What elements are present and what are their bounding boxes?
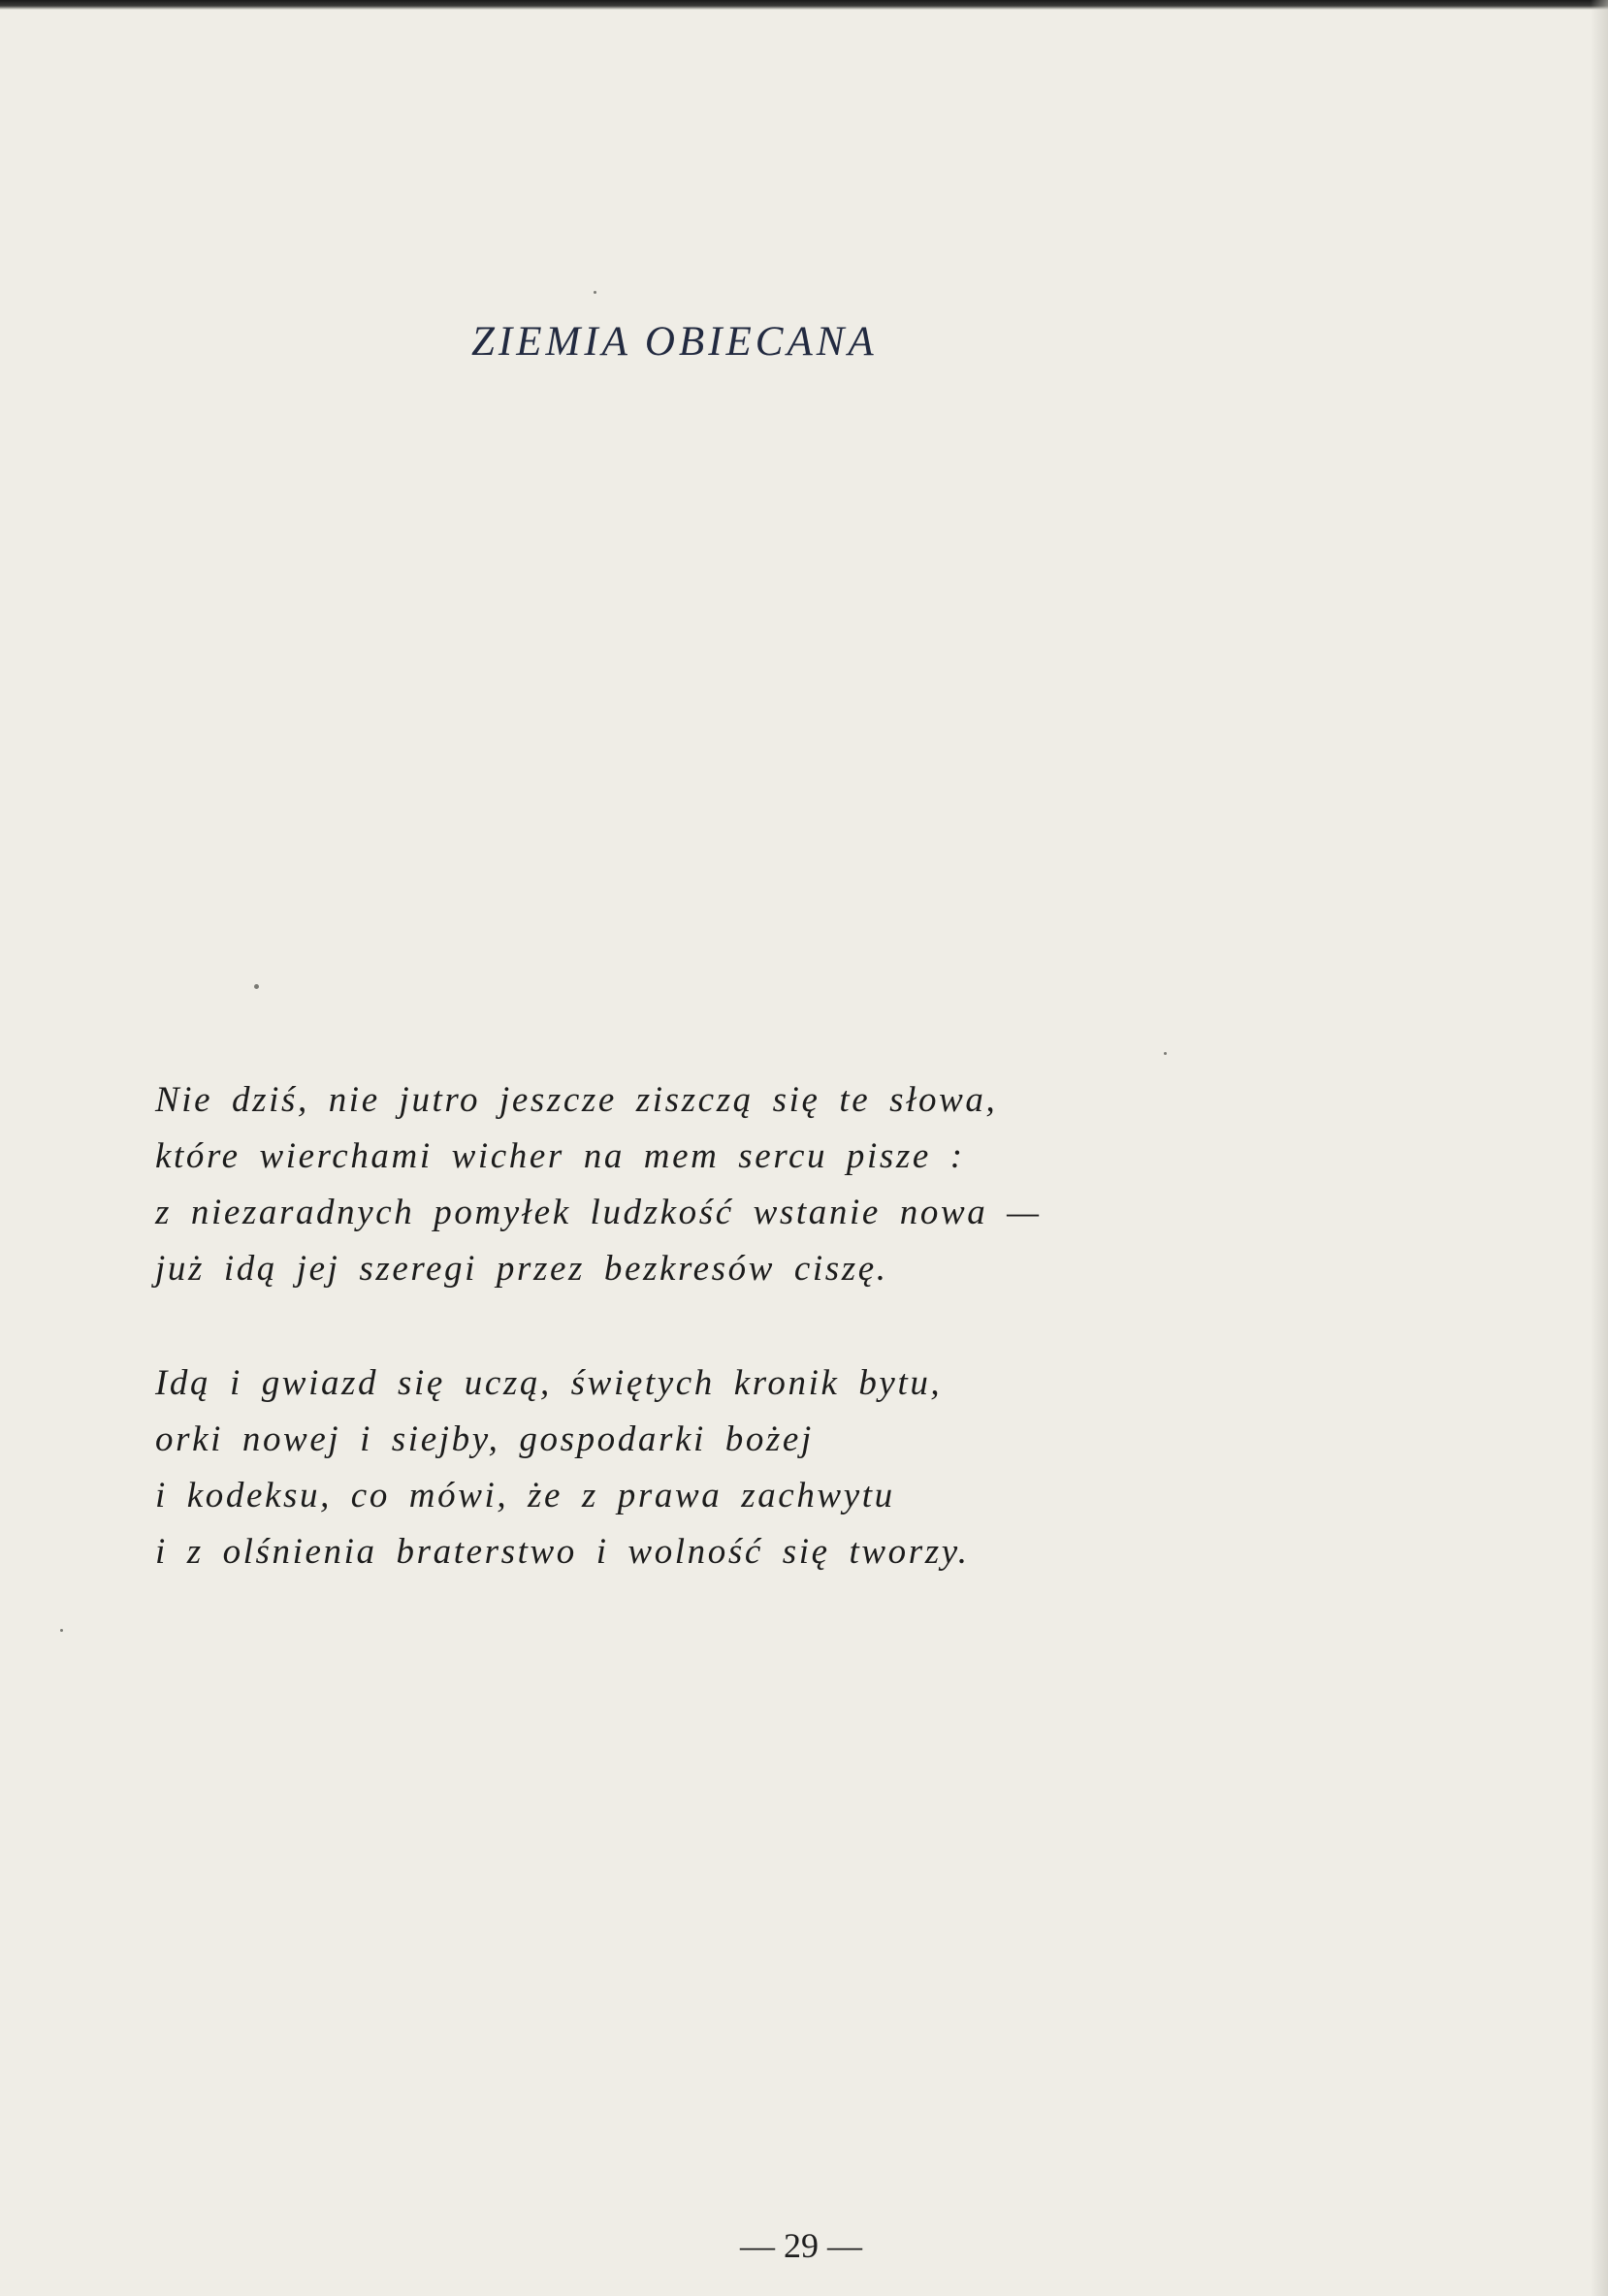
stanza-2 — [155, 1355, 970, 1580]
stanza-1 — [155, 1072, 1042, 1297]
page-edge-shadow — [1591, 0, 1608, 2296]
poem-line: które wierchami wicher na mem sercu pisze : — [155, 1136, 965, 1176]
poem-line: orki nowej i siejby, gospodarki bożej — [155, 1419, 814, 1459]
poem-line: i kodeksu, co mówi, że z prawa zachwytu — [155, 1476, 895, 1515]
page-top-edge — [0, 0, 1608, 10]
page-number: — 29 — — [740, 2226, 862, 2265]
poem-line: z niezaradnych pomyłek ludzkość wstanie nowa — — [155, 1193, 1042, 1232]
poem-line: i z olśnienia braterstwo i wolność się tworzy. — [155, 1532, 970, 1572]
poem-title: ZIEMIA OBIECANA — [471, 319, 878, 365]
poem-line: Idą i gwiazd się uczą, świętych kronik bytu, — [155, 1363, 943, 1403]
poem-line: Nie dziś, nie jutro jeszcze ziszczą się te słowa, — [155, 1080, 998, 1120]
poem-line: już idą jej szeregi przez bezkresów ciszę. — [155, 1249, 888, 1289]
